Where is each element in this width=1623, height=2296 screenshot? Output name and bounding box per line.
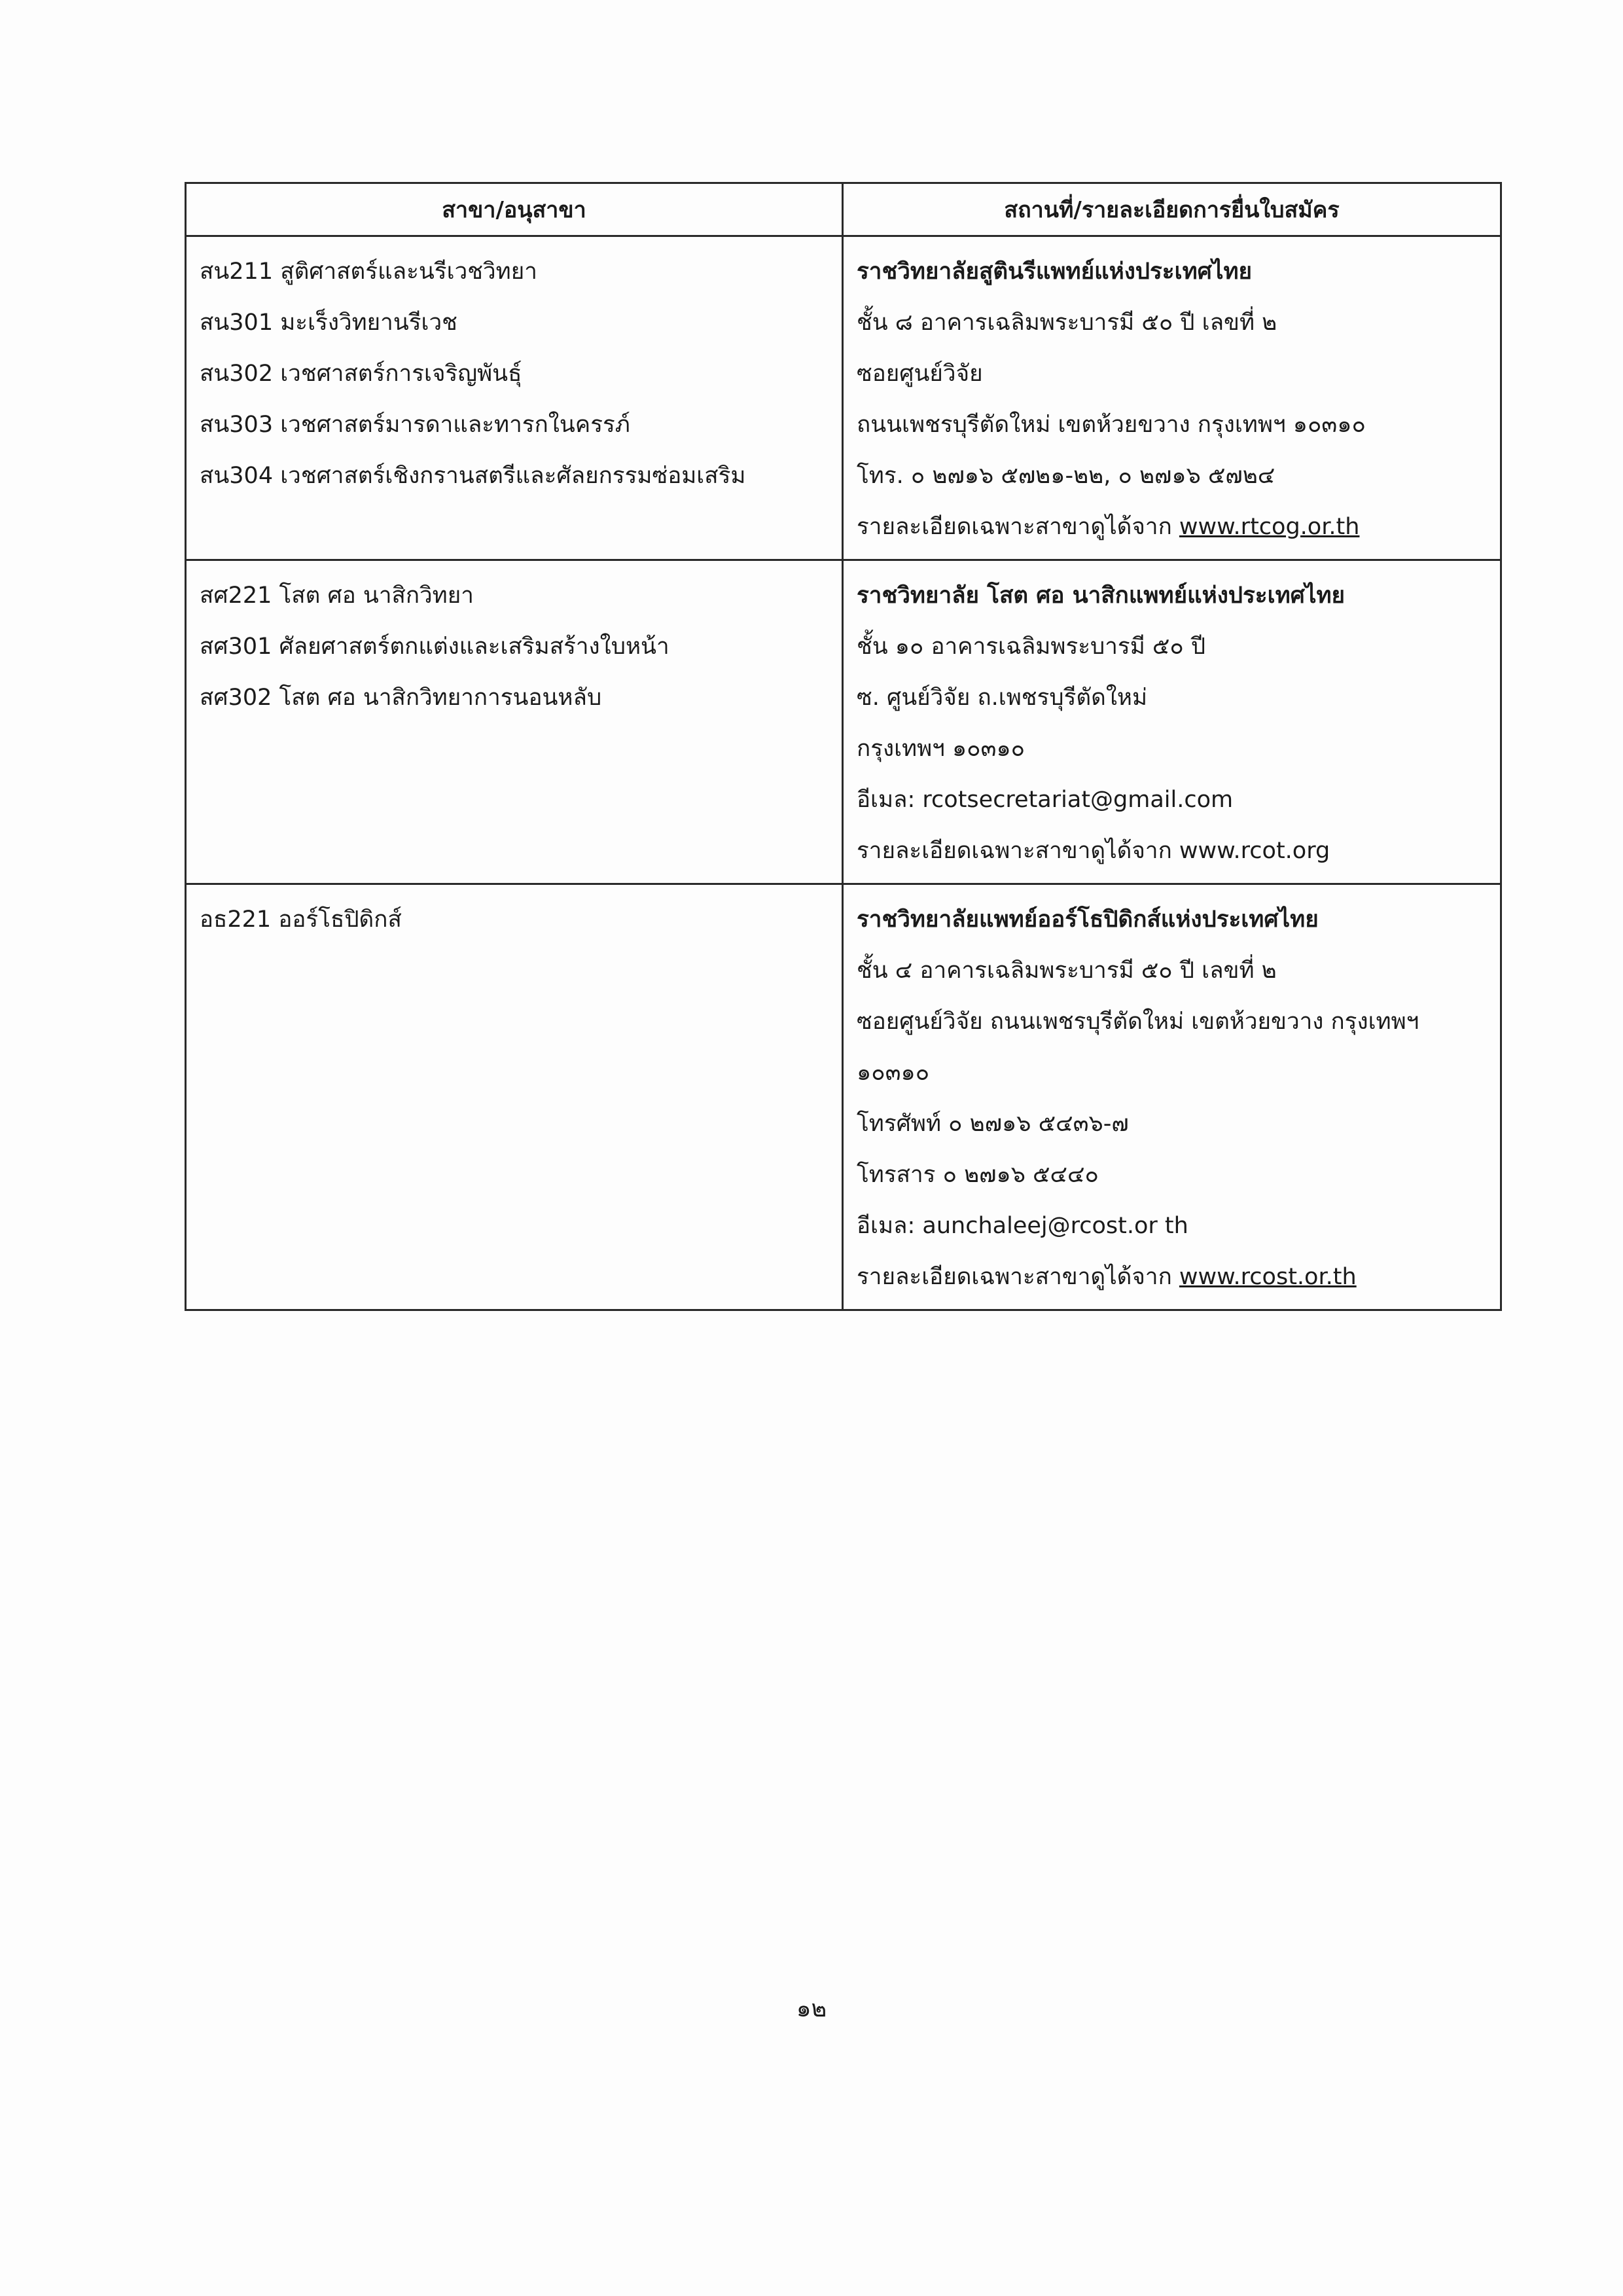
- detail-link-line: [857, 825, 1487, 876]
- detail-line: ถนนเพชรบุรีตัดใหม่ เขตห้วยขวาง กรุงเทพฯ ๑๐๓๑๐: [857, 412, 1366, 438]
- detail-line: ชั้น ๘ อาคารเฉลิมพระบารมี ๕๐ ปี เลขที่ ๒: [857, 310, 1277, 336]
- detail-line: ชั้น ๔ อาคารเฉลิมพระบารมี ๕๐ ปี เลขที่ ๒: [857, 958, 1277, 984]
- detail-line: ชั้น ๑๐ อาคารเฉลิมพระบารมี ๕๐ ปี: [857, 634, 1206, 660]
- detail-line: โทรสาร ๐ ๒๗๑๖ ๕๔๔๐: [857, 1162, 1099, 1188]
- branch-item: สน303 เวชศาสตร์มารดาและทารกในครรภ์: [200, 412, 630, 438]
- detail-line: กรุงเทพฯ ๑๐๓๑๐: [857, 736, 1026, 762]
- branch-item: สศ221 โสต ศอ นาสิกวิทยา: [200, 583, 474, 609]
- branch-cell: [186, 560, 843, 884]
- detail-link-line: [857, 1251, 1487, 1302]
- branch-item: สศ302 โสต ศอ นาสิกวิทยาการนอนหลับ: [200, 685, 602, 711]
- registration-table: [185, 182, 1502, 1311]
- table-row: [186, 884, 1501, 1310]
- detail-line: ซอยศูนย์วิจัย: [857, 361, 983, 387]
- link-prefix: รายละเอียดเฉพาะสาขาดูได้จาก: [857, 514, 1179, 540]
- detail-line: อีเมล: rcotsecretariat@gmail.com: [857, 787, 1234, 813]
- page-number: ๑๒: [796, 1996, 827, 2022]
- website-link[interactable]: www.rcost.or.th: [1179, 1264, 1357, 1290]
- branch-item: สน304 เวชศาสตร์เชิงกรานสตรีและศัลยกรรมซ่อมเสริม: [200, 463, 746, 489]
- link-prefix: รายละเอียดเฉพาะสาขาดูได้จาก: [857, 838, 1179, 864]
- link-prefix: รายละเอียดเฉพาะสาขาดูได้จาก: [857, 1264, 1179, 1290]
- branch-item: สน302 เวชศาสตร์การเจริญพันธุ์: [200, 361, 522, 387]
- detail-line: ๑๐๓๑๐: [857, 1060, 930, 1086]
- detail-line: อีเมล: aunchaleej@rcost.or th: [857, 1213, 1188, 1239]
- header-details: สถานที่/รายละเอียดการยื่นใบสมัคร: [843, 183, 1501, 236]
- details-cell: [843, 560, 1501, 884]
- table-row: [186, 236, 1501, 560]
- org-name: ราชวิทยาลัยสูตินรีแพทย์แห่งประเทศไทย: [857, 259, 1253, 285]
- table-header-row: [186, 183, 1501, 236]
- detail-line: ซ. ศูนย์วิจัย ถ.เพชรบุรีตัดใหม่: [857, 685, 1148, 711]
- website-link[interactable]: www.rcot.org: [1179, 838, 1330, 864]
- website-link[interactable]: www.rtcog.or.th: [1179, 514, 1360, 540]
- branch-cell: [186, 236, 843, 560]
- branch-item: สน301 มะเร็งวิทยานรีเวช: [200, 310, 457, 336]
- details-cell: [843, 236, 1501, 560]
- branch-item: อธ221 ออร์โธปิดิกส์: [200, 906, 402, 933]
- detail-line: โทรศัพท์ ๐ ๒๗๑๖ ๕๔๓๖-๗: [857, 1111, 1129, 1137]
- detail-line: โทร. ๐ ๒๗๑๖ ๕๗๒๑-๒๒, ๐ ๒๗๑๖ ๕๗๒๔: [857, 463, 1275, 489]
- branch-item: สน211 สูติศาสตร์และนรีเวชวิทยา: [200, 259, 537, 285]
- details-cell: [843, 884, 1501, 1310]
- org-name: ราชวิทยาลัย โสต ศอ นาสิกแพทย์แห่งประเทศไทย: [857, 583, 1346, 609]
- branch-item: สศ301 ศัลยศาสตร์ตกแต่งและเสริมสร้างใบหน้า: [200, 634, 669, 660]
- branch-cell: [186, 884, 843, 1310]
- org-name: ราชวิทยาลัยแพทย์ออร์โธปิดิกส์แห่งประเทศไทย: [857, 906, 1319, 933]
- header-branch: สาขา/อนุสาขา: [186, 183, 843, 236]
- table-row: [186, 560, 1501, 884]
- detail-link-line: [857, 501, 1487, 552]
- detail-line: ซอยศูนย์วิจัย ถนนเพชรบุรีตัดใหม่ เขตห้วยขวาง กรุงเทพฯ: [857, 1009, 1419, 1035]
